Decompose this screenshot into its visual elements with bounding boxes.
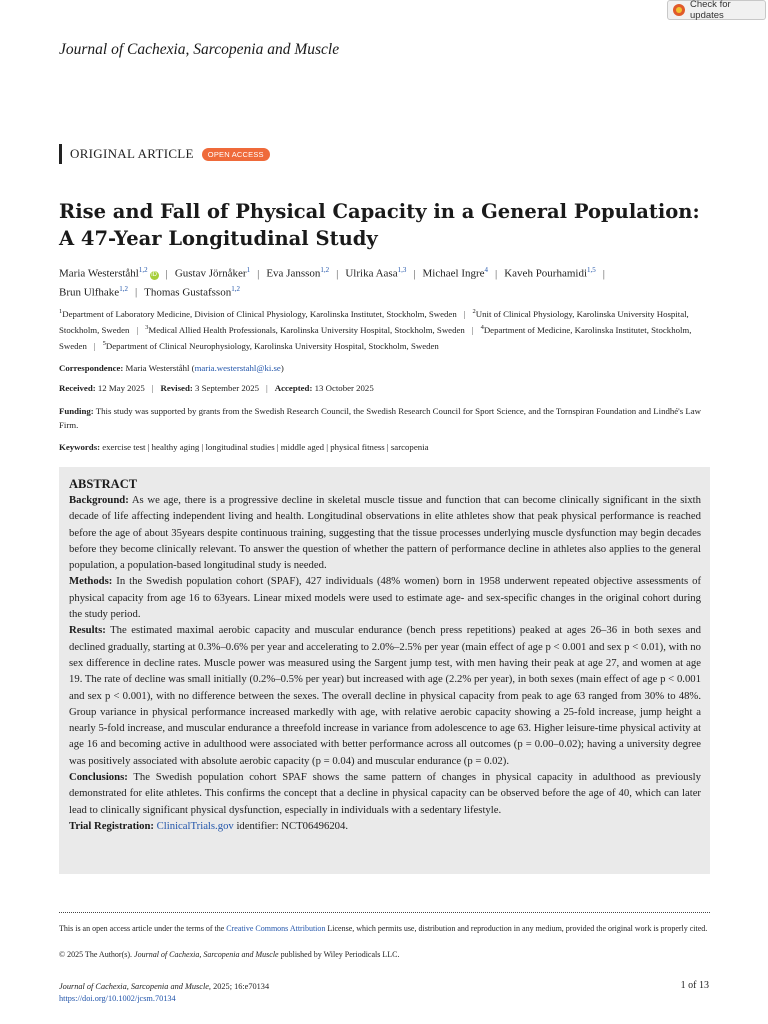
- author-affiliation-sup: 1,2: [119, 284, 128, 293]
- affiliation: Medical Allied Health Professionals, Karolinska University Hospital, Stockholm, Sweden: [148, 324, 465, 335]
- author-name[interactable]: Eva Jansson: [266, 267, 321, 280]
- received-label: Received:: [59, 383, 96, 393]
- author-name[interactable]: Brun Ulfhake: [59, 286, 120, 299]
- affiliation-sup: 1: [59, 308, 63, 315]
- affiliation: Unit of Clinical Physiology, Karolinska University Hospital, Stockholm, Sweden: [59, 308, 689, 335]
- affiliation-sup: 2: [472, 308, 476, 315]
- copyright-pre: © 2025 The Author(s).: [59, 950, 133, 959]
- results-label: Results:: [69, 624, 106, 637]
- article-type-header: [59, 144, 270, 164]
- author-name[interactable]: Michael Ingre: [422, 267, 485, 280]
- affiliation: Department of Laboratory Medicine, Division of Clinical Physiology, Karolinska Institutet, Stockholm, Sweden: [62, 308, 457, 319]
- accepted-date: 13 October 2025: [314, 383, 374, 393]
- orcid-icon[interactable]: iD: [151, 271, 157, 278]
- author-affiliation-sup: 1: [246, 266, 251, 274]
- copyright-journal: Journal of Cachexia, Sarcopenia and Muscle: [134, 950, 279, 959]
- keyword: longitudinal studies: [205, 442, 275, 452]
- trial-registration-label: Trial Registration:: [69, 819, 154, 832]
- author-separator: |: [413, 267, 416, 280]
- date-separator: |: [266, 383, 268, 393]
- affiliation-sup: 4: [480, 323, 484, 331]
- page-number: 1 of 13: [680, 980, 709, 991]
- author-name[interactable]: Gustav Jörnåker: [174, 267, 247, 280]
- author-name[interactable]: Kaveh Pourhamidi: [504, 267, 588, 280]
- correspondence-label: Correspondence:: [59, 363, 124, 373]
- author-affiliation-sup: 1,2: [320, 266, 330, 274]
- author-name[interactable]: Ulrika Aasa: [345, 267, 398, 280]
- revised-date: 3 September 2025: [194, 383, 259, 393]
- abstract-body: [69, 492, 701, 834]
- affiliation: Department of Medicine, Karolinska Institutet, Stockholm, Sweden: [59, 324, 692, 351]
- crossmark-icon: [673, 4, 685, 16]
- abstract-heading: ABSTRACT: [69, 477, 138, 491]
- license-statement: [59, 922, 710, 935]
- funding: [59, 404, 719, 432]
- methods-label: Methods:: [69, 575, 113, 588]
- author-separator: |: [165, 267, 168, 280]
- affiliation-sup: 3: [145, 323, 149, 331]
- correspondence-name: Maria Westerståhl: [125, 363, 190, 373]
- article-type-label: ORIGINAL ARTICLE: [70, 146, 194, 161]
- author-name[interactable]: Thomas Gustafsson: [144, 286, 232, 299]
- affiliation-sup: 5: [102, 339, 106, 347]
- article-title: [59, 198, 739, 252]
- conclusions-text: The Swedish population cohort SPAF shows the same pattern of changes in physical capacity in adulthood as previously demonstrated for elite athletes. This confirms the concept that a decline in physical capacity can be observed before the age of 40, which can later lead to clinically significant physical dysfunction, especially in individuals with a sedentary lifestyle.: [69, 771, 701, 816]
- footer-volume: 2025; 16:e70134: [213, 982, 270, 991]
- accepted-label: Accepted:: [274, 383, 313, 393]
- copyright: [59, 950, 399, 959]
- open-access-badge: OPEN ACCESS: [202, 148, 270, 161]
- keyword: middle aged: [280, 442, 325, 452]
- clinicaltrials-link[interactable]: ClinicalTrials.gov: [156, 819, 234, 832]
- footnote-divider: [59, 912, 710, 913]
- keywords-label: Keywords:: [59, 442, 101, 452]
- affiliation-separator: |: [136, 324, 139, 335]
- license-text-post: License, which permits use, distribution and reproduction in any medium, provided the original work is properly cited.: [327, 924, 708, 933]
- author-separator: |: [602, 267, 605, 280]
- affiliation-separator: |: [93, 340, 96, 351]
- author-affiliation-sup: 1,2: [138, 266, 148, 274]
- background-text: As we age, there is a progressive decline in skeletal muscle tissue and function that can become clinically significant in the sixth decade of life affecting independent living and health. Longitudinal observations in elite athletes show that peak physical performance is reached before the age of about 35years despite continuous training, suggesting that the tissue processes underlying muscle dysfunction may begin decades before they become clinically relevant. To answer the question of whether the pattern of performance decline in athletes also applies to the general population, a population-based longitudinal study is needed.: [69, 494, 701, 572]
- affiliation: Department of Clinical Neurophysiology, Karolinska University Hospital, Stockholm, Sweden: [105, 340, 439, 351]
- trial-identifier: identifier: NCT06496204.: [236, 819, 349, 832]
- author-affiliation-sup: 1,5: [587, 266, 596, 274]
- funding-label: Funding:: [59, 406, 94, 416]
- author-separator: |: [134, 286, 138, 299]
- abstract-box: [59, 467, 710, 874]
- footer-journal: Journal of Cachexia, Sarcopenia and Muscle,: [59, 982, 212, 991]
- title-line-2: A 47-Year Longitudinal Study: [59, 227, 378, 250]
- affiliation-separator: |: [471, 324, 474, 335]
- author-affiliation-sup: 1,2: [231, 284, 240, 293]
- funding-text: This study was supported by grants from the Swedish Research Council, the Swedish Research Council for Sport Science, and the Tornspiran Foundation and Lindhé's Law Firm.: [59, 406, 702, 430]
- author-separator: |: [336, 267, 339, 280]
- article-dates: [59, 381, 719, 395]
- background-label: Background:: [69, 494, 129, 506]
- author-name[interactable]: Maria Westerståhl: [59, 267, 139, 280]
- author-affiliation-sup: 4: [484, 266, 489, 274]
- keyword: healthy aging: [151, 442, 200, 452]
- author-separator: |: [495, 267, 498, 280]
- date-separator: |: [151, 383, 154, 393]
- footer-citation: [59, 981, 269, 1005]
- check-for-updates-button[interactable]: [667, 0, 766, 20]
- article-type-bar: [59, 144, 62, 164]
- creative-commons-link[interactable]: Creative Commons Attribution: [226, 924, 326, 933]
- keywords: Keywords: exercise test | healthy aging | longitudinal studies | middle aged | physical fitness | sarcopenia: [59, 442, 429, 452]
- methods-text: In the Swedish population cohort (SPAF), 427 individuals (48% women) born in 1958 underwent repeated objective assessments of physical capacity from age 16 to 63years. Linear mixed models were used to estimate age- and sex-specific changes in the original cohort during the study period.: [69, 575, 702, 621]
- title-line-1: Rise and Fall of Physical Capacity in a General Population:: [59, 200, 700, 223]
- license-text-pre: This is an open access article under the terms of the: [59, 924, 225, 933]
- journal-title: Journal of Cachexia, Sarcopenia and Muscle: [59, 41, 340, 58]
- author-separator: |: [257, 267, 260, 280]
- revised-label: Revised:: [160, 383, 193, 393]
- copyright-post: published by Wiley Periodicals LLC.: [280, 950, 400, 959]
- received-date: 12 May 2025: [97, 383, 145, 393]
- author-list: [59, 263, 719, 300]
- check-for-updates-label: Check for updates: [690, 0, 731, 21]
- keyword: physical fitness: [330, 442, 385, 452]
- author-affiliation-sup: 1,3: [397, 266, 407, 274]
- correspondence: Correspondence: Maria Westerståhl (maria.westerstahl@ki.se): [59, 363, 284, 373]
- correspondence-email-link[interactable]: maria.westerstahl@ki.se: [194, 363, 281, 373]
- results-text: The estimated maximal aerobic capacity and muscular endurance (bench press repetitions) peaked at ages 26–36 in both sexes and declined gradually, starting at 0.3%–0.6% per year and accelerating to 2.0%–2.5% per year (main effect of age p < 0.001 and sex p < 0.01), with no sex difference in decline rates. Muscle power was measured using the Sargent jump test, with men having their peak at age 27, and women at age 19. The rate of decline was small initially (0.2%–0.5% per year) but increased with age (2.2% per year), in both sexes (main effect of age p < 0.001 and sex p < 0.001), with no difference between the sexes. The overall decline in physical capacity from peak to age 63 ranged from 30% to 48%. Group variance in physical performance increased markedly with age, with relative aerobic capacity showing a 25-fold increase, jump height a nearly 5-fold increase, and muscular endurance a threefold increase in variance from adolescence to age 63. Higher leisure-time physical activity at age 16 and becoming active in adulthood were associated with better performance across all outcomes (p = 0.00–0.02); having a university degree was positively associated with absolute aerobic capacity (p = 0.04) and muscular endurance (p = 0.02).: [69, 624, 701, 767]
- doi-link[interactable]: https://doi.org/10.1002/jcsm.70134: [59, 994, 176, 1003]
- affiliation-separator: |: [463, 308, 466, 319]
- conclusions-label: Conclusions:: [69, 771, 128, 784]
- keyword: exercise test: [102, 442, 146, 452]
- keyword: sarcopenia: [390, 442, 429, 452]
- affiliations: [59, 305, 719, 353]
